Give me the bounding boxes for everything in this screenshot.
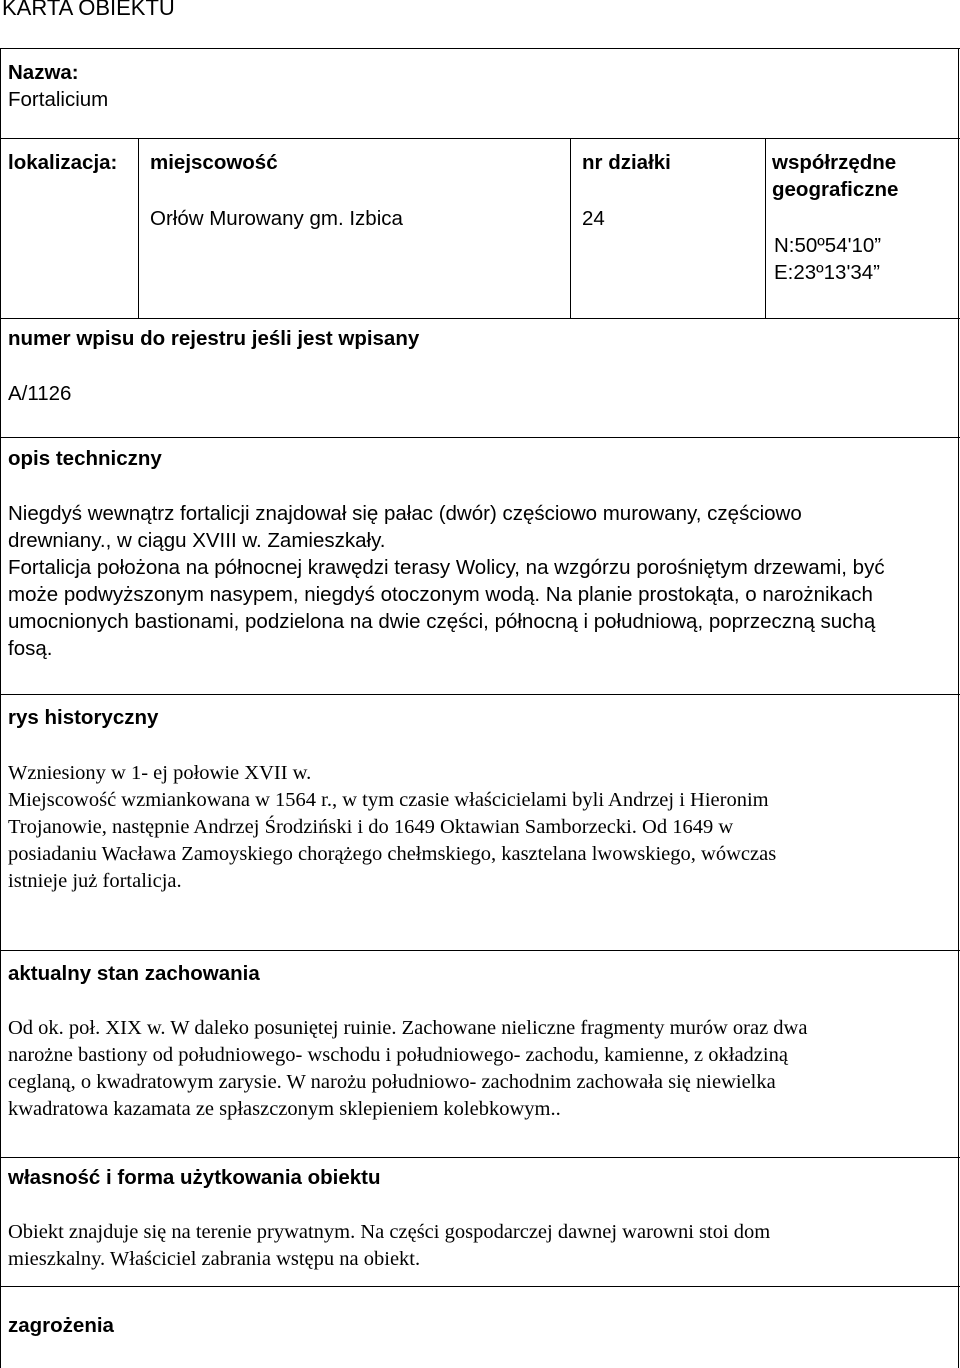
table-border-top	[0, 48, 960, 49]
locality-cell	[150, 149, 560, 232]
text-line: umocnionych bastionami, podzielona na dwie części, północną i południową, poprzeczną suchą	[8, 610, 876, 633]
text-line: Niegdyś wewnątrz fortalicji znajdował się pałac (dwór) częściowo murowany, częściowo	[8, 502, 802, 525]
table-border-left	[0, 48, 1, 1368]
locality-label: miejscowość	[150, 151, 278, 174]
plot-number-cell	[582, 149, 762, 232]
text-line: ceglaną, o kwadratowym zarysie. W narożu południowo- zachodnim zachowała się niewielka	[8, 1071, 776, 1093]
row-divider	[0, 694, 960, 695]
table-border-right	[958, 48, 959, 1368]
column-divider	[570, 138, 571, 318]
locality-value: Orłów Murowany gm. Izbica	[150, 207, 403, 230]
text-line: Obiekt znajduje się na terenie prywatnym. Na części gospodarczej dawnej warowni stoi dom	[8, 1221, 771, 1243]
row-divider	[0, 1286, 960, 1287]
technical-description-text	[8, 500, 953, 662]
ownership-section	[8, 1164, 953, 1273]
plot-number-value: 24	[582, 207, 605, 230]
register-label: numer wpisu do rejestru jeśli jest wpisany	[8, 327, 420, 350]
text-line: istnieje już fortalicja.	[8, 870, 182, 892]
register-value: A/1126	[8, 382, 72, 405]
text-line: Wzniesiony w 1- ej połowie XVII w.	[8, 762, 312, 784]
name-section	[8, 59, 948, 113]
row-divider	[0, 318, 960, 319]
row-divider	[0, 950, 960, 951]
text-line: Fortalicja położona na północnej krawędzi terasy Wolicy, na wzgórzu porośniętym drzewami, być	[8, 556, 885, 579]
text-line: kwadratowa kazamata ze spłaszczonym sklepieniem kolebkowym..	[8, 1098, 561, 1120]
text-line: drewniany., w ciągu XVIII w. Zamieszkały.	[8, 529, 386, 552]
historical-outline-label: rys historyczny	[8, 706, 159, 729]
text-line: mieszkalny. Właściciel zabrania wstępu na obiekt.	[8, 1248, 421, 1270]
preservation-state-section	[8, 960, 953, 1123]
coordinates-north: N:50º54'10”	[774, 234, 882, 257]
historical-outline-section	[8, 704, 953, 895]
coordinates-label: współrzędne geograficzne	[772, 151, 899, 201]
text-line: Trojanowie, następnie Andrzej Środziński i do 1649 Oktawian Samborzecki. Od 1649 w	[8, 816, 734, 838]
name-label: Nazwa:	[8, 61, 79, 84]
preservation-state-text	[8, 1015, 953, 1123]
column-divider	[765, 138, 766, 318]
historical-outline-text	[8, 760, 953, 895]
text-line: Od ok. poł. XIX w. W daleko posuniętej ruinie. Zachowane nieliczne fragmenty murów oraz dwa	[8, 1017, 808, 1039]
preservation-state-label: aktualny stan zachowania	[8, 962, 260, 985]
text-line: może podwyższonym nasypem, niegdyś otoczonym wodą. Na planie prostokąta, o narożnikach	[8, 583, 873, 606]
text-line: narożne bastiony od południowego- wschodu i południowego- zachodu, kamienne, z okładziną	[8, 1044, 788, 1066]
text-line: posiadaniu Wacława Zamoyskiego chorążego chełmskiego, kasztelana lwowskiego, wówczas	[8, 843, 777, 865]
ownership-label: własność i forma użytkowania obiektu	[8, 1166, 381, 1189]
text-line: Miejscowość wzmiankowana w 1564 r., w tym czasie właścicielami byli Andrzej i Hieronim	[8, 789, 769, 811]
plot-number-label: nr działki	[582, 151, 671, 174]
location-label: lokalizacja:	[8, 151, 118, 174]
ownership-text	[8, 1219, 953, 1273]
register-section	[8, 325, 948, 407]
name-value: Fortalicium	[8, 88, 109, 111]
coordinates-cell	[772, 149, 952, 286]
row-divider	[0, 437, 960, 438]
technical-description-section	[8, 445, 953, 662]
row-divider	[0, 1157, 960, 1158]
threats-label: zagrożenia	[8, 1314, 114, 1337]
coordinates-east: E:23º13'34”	[774, 261, 881, 284]
row-divider	[0, 138, 960, 139]
technical-description-label: opis techniczny	[8, 447, 162, 470]
text-line: fosą.	[8, 637, 53, 660]
document-title: KARTA OBIEKTU	[2, 0, 175, 20]
column-divider	[138, 138, 139, 318]
